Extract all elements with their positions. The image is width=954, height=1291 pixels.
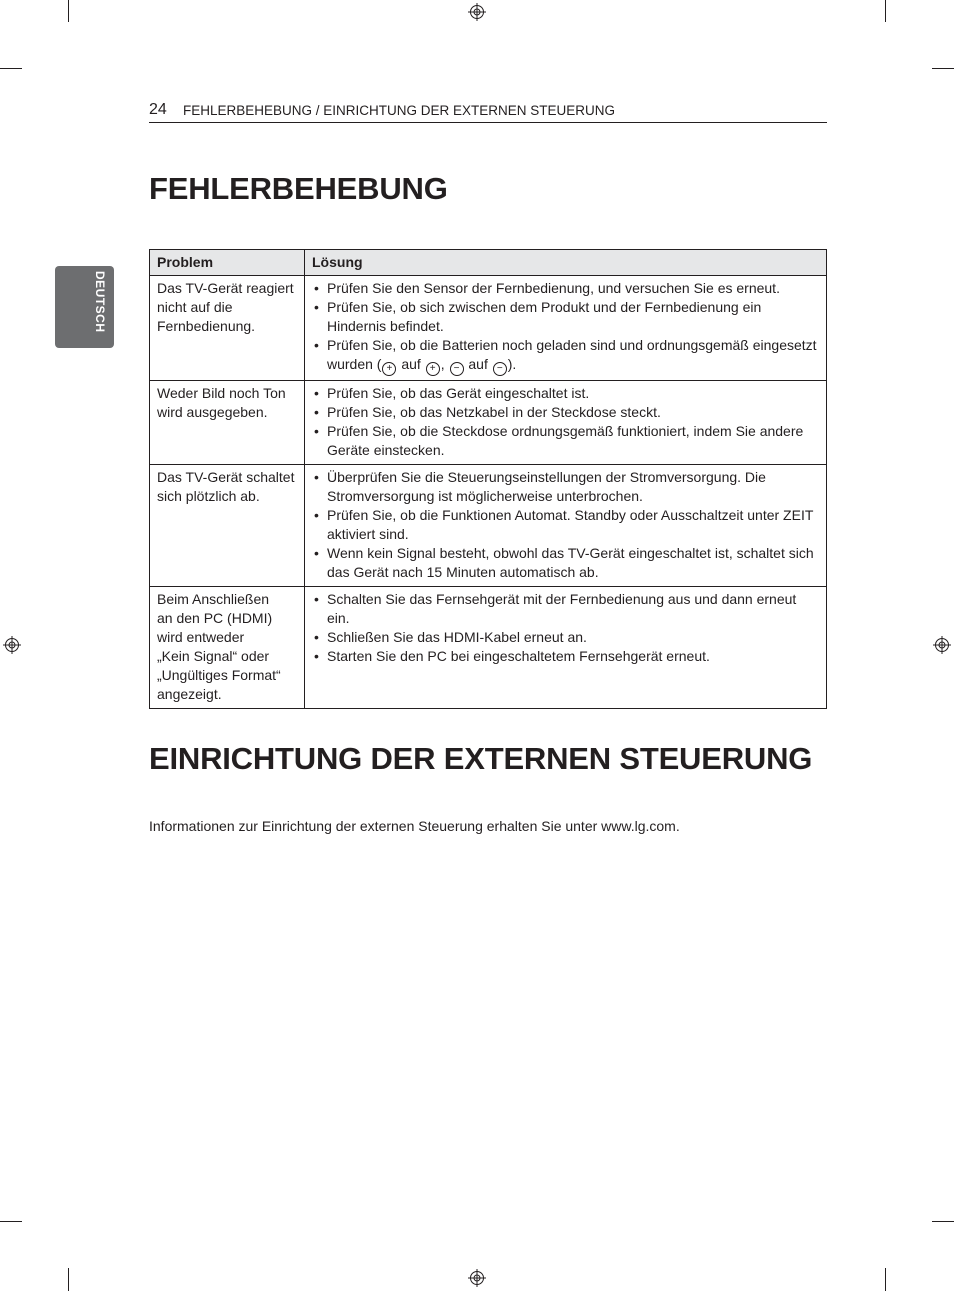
registration-mark-icon xyxy=(933,636,951,654)
problem-line: Beim Anschließen xyxy=(157,591,270,607)
column-header-problem: Problem xyxy=(150,250,305,276)
minus-circle-icon: − xyxy=(450,362,464,376)
language-tab xyxy=(55,266,114,348)
crop-mark xyxy=(68,0,69,22)
crop-mark xyxy=(885,1268,886,1291)
crop-mark xyxy=(68,1268,69,1291)
list-item-text: , xyxy=(440,356,449,372)
solution-cell xyxy=(305,465,827,587)
crop-mark xyxy=(932,1221,954,1222)
list-item: • Wenn kein Signal besteht, obwohl das TV-Gerät eingeschaltet ist, schaltet sich das Gerät nach 15 Minuten automatisch ab. xyxy=(312,544,819,582)
problem-line: wird entweder xyxy=(157,629,245,645)
list-item-text: ). xyxy=(507,356,517,372)
table-row xyxy=(150,276,827,381)
table-row xyxy=(150,465,827,587)
list-item-text: auf xyxy=(397,356,425,372)
crop-mark xyxy=(0,68,22,69)
list-item-text: auf xyxy=(464,356,492,372)
list-item: • Prüfen Sie den Sensor der Fernbedienung, und versuchen Sie es erneut. xyxy=(312,279,819,298)
solution-cell xyxy=(305,587,827,709)
running-title: FEHLERBEHEBUNG / EINRICHTUNG DER EXTERNEN STEUERUNG xyxy=(183,103,616,118)
crop-mark xyxy=(0,1221,22,1222)
list-item: • Schalten Sie das Fernsehgerät mit der Fernbedienung aus und dann erneut ein. xyxy=(312,590,819,628)
solution-cell xyxy=(305,381,827,465)
table-row xyxy=(150,381,827,465)
problem-cell: Weder Bild noch Ton wird ausgegeben. xyxy=(150,381,305,465)
running-header xyxy=(149,100,827,123)
solution-list xyxy=(312,468,819,582)
section-title-external-control: EINRICHTUNG DER EXTERNEN STEUERUNG xyxy=(149,741,813,776)
problem-line: „Kein Signal“ oder xyxy=(157,648,270,664)
table-header-row xyxy=(150,250,827,276)
plus-circle-icon: + xyxy=(426,362,440,376)
external-control-text: Informationen zur Einrichtung der externen Steuerung erhalten Sie unter www.lg.com. xyxy=(149,818,680,834)
list-item: • Überprüfen Sie die Steuerungseinstellungen der Stromversorgung. Die Stromversorgung ist möglicherweise unterbrochen. xyxy=(312,468,819,506)
problem-cell: Das TV-Gerät reagiert nicht auf die Fernbedienung. xyxy=(150,276,305,381)
list-item: • Starten Sie den PC bei eingeschaltetem Fernsehgerät erneut. xyxy=(312,647,819,666)
registration-mark-icon xyxy=(468,3,486,21)
page-number: 24 xyxy=(149,101,167,118)
solution-cell xyxy=(305,276,827,381)
solution-list xyxy=(312,590,819,666)
registration-mark-icon xyxy=(468,1269,486,1287)
list-item: • Schließen Sie das HDMI-Kabel erneut an. xyxy=(312,628,819,647)
column-header-solution: Lösung xyxy=(305,250,827,276)
list-item: • Prüfen Sie, ob die Funktionen Automat. Standby oder Ausschaltzeit unter ZEIT aktiviert sind. xyxy=(312,506,819,544)
minus-circle-icon: − xyxy=(493,362,507,376)
solution-list xyxy=(312,384,819,460)
table-row xyxy=(150,587,827,709)
list-item xyxy=(312,336,819,376)
crop-mark xyxy=(932,68,954,69)
language-tab-label: DEUTSCH xyxy=(93,271,107,333)
problem-cell: Das TV-Gerät schaltet sich plötzlich ab. xyxy=(150,465,305,587)
registration-mark-icon xyxy=(3,636,21,654)
section-title-troubleshooting: FEHLERBEHEBUNG xyxy=(149,171,448,206)
problem-line: „Ungültiges Format“ xyxy=(157,667,281,683)
problem-cell xyxy=(150,587,305,709)
list-item: • Prüfen Sie, ob das Gerät eingeschaltet ist. xyxy=(312,384,819,403)
solution-list xyxy=(312,279,819,376)
list-item-text: Prüfen Sie, ob die Batterien noch geladen sind und ordnungsgemäß eingesetzt wurden ( xyxy=(327,337,817,372)
problem-line: an den PC (HDMI) xyxy=(157,610,273,626)
list-item: • Prüfen Sie, ob das Netzkabel in der Steckdose steckt. xyxy=(312,403,819,422)
problem-line: angezeigt. xyxy=(157,686,222,702)
crop-mark xyxy=(885,0,886,22)
plus-circle-icon: + xyxy=(382,362,396,376)
list-item: • Prüfen Sie, ob sich zwischen dem Produkt und der Fernbedienung ein Hindernis befindet. xyxy=(312,298,819,336)
list-item: • Prüfen Sie, ob die Steckdose ordnungsgemäß funktioniert, indem Sie andere Geräte einstecken. xyxy=(312,422,819,460)
troubleshooting-table xyxy=(149,249,827,709)
